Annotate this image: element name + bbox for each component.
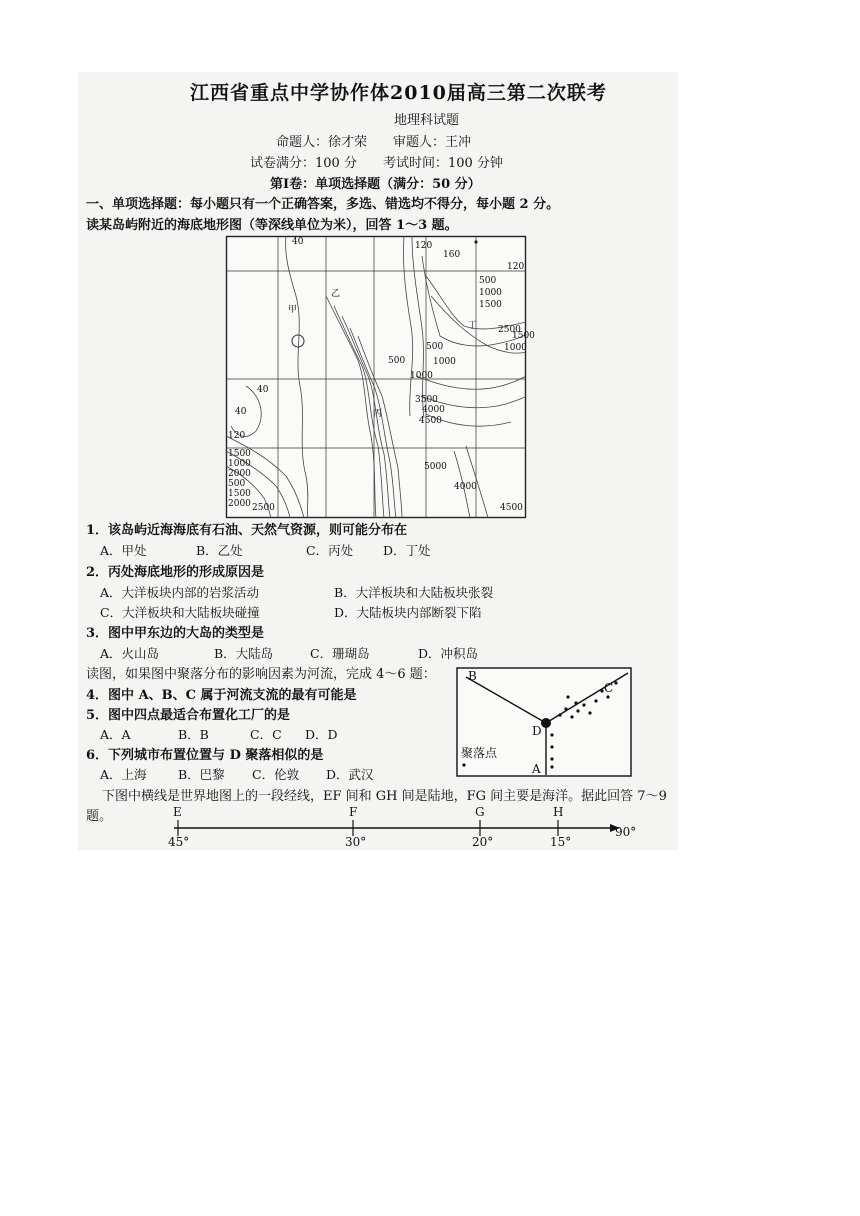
depth-label: 1500: [228, 489, 251, 499]
question-1: 1．该岛屿近海海底有石油、天然气资源，则可能分布在: [86, 523, 408, 538]
q1-option-a[interactable]: A．甲处: [100, 543, 147, 558]
question-5: 5．图中四点最适合布置化工厂的是: [86, 708, 291, 723]
axis-point-e: E: [173, 805, 182, 819]
diagram-label-a: A: [532, 762, 541, 776]
depth-label: 500: [228, 479, 246, 489]
depth-label: 500: [479, 276, 497, 286]
q5-option-d[interactable]: D．D: [305, 727, 338, 742]
depth-label: 120: [507, 262, 525, 272]
q5-option-b[interactable]: B．B: [178, 727, 209, 742]
depth-label: 4500: [500, 503, 523, 513]
depth-label: 1000: [504, 343, 527, 353]
read-diagram-instruction: 读图，如果图中聚落分布的影响因素为河流，完成 4～6 题：: [86, 667, 436, 682]
section-heading: 第Ⅰ卷：单项选择题（满分：50 分）: [270, 177, 481, 192]
river-settlement-diagram: [456, 667, 632, 777]
q6-option-b[interactable]: B．巴黎: [178, 767, 225, 782]
axis-degree-20: 20°: [472, 835, 494, 849]
q1-option-c[interactable]: C．丙处: [306, 543, 354, 558]
instruction-part1: 一、单项选择题：每小题只有一个正确答案，多选、错选均不得分，每小题 2 分。: [86, 197, 560, 212]
depth-label: 160: [443, 250, 461, 260]
depth-label: 5000: [424, 462, 447, 472]
axis-degree-15: 15°: [550, 835, 572, 849]
page-title: 江西省重点中学协作体2010届高三第二次联考: [190, 82, 607, 104]
depth-label: 1000: [479, 288, 502, 298]
depth-label: 500: [426, 342, 444, 352]
instruction-read-map: 读某岛屿附近的海底地形图（等深线单位为米），回答 1～3 题。: [86, 218, 458, 233]
seafloor-contour-map: [226, 236, 535, 518]
depth-label: 500: [388, 356, 406, 366]
axis-degree-30: 30°: [345, 835, 367, 849]
meridian-axis: [160, 800, 640, 850]
depth-label: 1000: [433, 357, 456, 367]
q3-option-c[interactable]: C．珊瑚岛: [310, 646, 370, 661]
axis-point-g: G: [475, 805, 485, 819]
depth-label: 4000: [454, 482, 477, 492]
q6-option-d[interactable]: D．武汉: [326, 767, 374, 782]
q2-option-c[interactable]: C．大洋板块和大陆板块碰撞: [100, 605, 260, 620]
q5-option-a[interactable]: A．A: [100, 727, 131, 742]
authors-line: 命题人：徐才荣 审题人：王冲: [276, 135, 472, 150]
depth-label: 4000: [422, 405, 445, 415]
q2-option-a[interactable]: A．大洋板块内部的岩浆活动: [100, 585, 260, 600]
q1-option-d[interactable]: D．丁处: [383, 543, 431, 558]
q7-intro-line1: 下图中横线是世界地图上的一段经线，EF 间和 GH 间是陆地，FG 间主要是海洋。据此回答 7～9: [102, 789, 667, 804]
question-6: 6．下列城市布置位置与 D 聚落相似的是: [86, 748, 324, 763]
map-label-ding: 丁: [468, 321, 478, 331]
depth-label: 2500: [498, 325, 521, 335]
q1-option-b[interactable]: B．乙处: [196, 543, 243, 558]
legend-settlement: 聚落点: [461, 746, 498, 760]
depth-label: 40: [257, 385, 269, 395]
q3-option-d[interactable]: D．冲积岛: [418, 646, 479, 661]
depth-label: 1000: [410, 371, 433, 381]
question-3: 3．图中甲东边的大岛的类型是: [86, 626, 265, 641]
depth-label: 1500: [228, 449, 251, 459]
axis-point-h: H: [553, 805, 564, 819]
axis-degree-45: 45°: [168, 835, 190, 849]
q6-option-c[interactable]: C．伦敦: [252, 767, 300, 782]
exam-info-line: 试卷满分：100 分 考试时间：100 分钟: [250, 156, 503, 171]
depth-label: 120: [415, 241, 433, 251]
depth-label: 120: [228, 431, 246, 441]
subtitle: 地理科试题: [394, 113, 460, 128]
depth-label: 1000: [228, 459, 251, 469]
depth-label: 2500: [252, 503, 275, 513]
axis-degree-90: 90°: [615, 825, 637, 839]
depth-label: 1500: [479, 300, 502, 310]
depth-label: 2000: [228, 499, 251, 509]
q5-option-c[interactable]: C．C: [250, 727, 282, 742]
depth-label: 40: [235, 407, 247, 417]
depth-label: 2000: [228, 469, 251, 479]
settlement-d-node: [541, 718, 551, 728]
q2-option-d[interactable]: D．大陆板块内部断裂下陷: [334, 605, 482, 620]
diagram-label-c: C: [604, 681, 614, 695]
depth-label: 3500: [415, 395, 438, 405]
map-label-jia: 甲: [288, 305, 298, 315]
map-label-bing: 丙: [373, 409, 383, 419]
diagram-label-b: B: [468, 669, 477, 683]
depth-label: 4500: [419, 416, 442, 426]
q3-option-b[interactable]: B．大陆岛: [214, 646, 274, 661]
diagram-label-d: D: [532, 724, 542, 738]
question-2: 2．丙处海底地形的形成原因是: [86, 565, 265, 580]
axis-point-f: F: [349, 805, 358, 819]
q2-option-b[interactable]: B．大洋板块和大陆板块张裂: [334, 585, 494, 600]
q7-intro-line2: 题。: [86, 809, 113, 824]
depth-label: 1500: [512, 331, 535, 341]
q6-option-a[interactable]: A．上海: [100, 767, 147, 782]
q3-option-a[interactable]: A．火山岛: [100, 646, 160, 661]
depth-label: 40: [292, 237, 304, 247]
map-label-yi: 乙: [331, 289, 341, 299]
question-4: 4．图中 A、B、C 属于河流支流的最有可能是: [86, 688, 357, 703]
